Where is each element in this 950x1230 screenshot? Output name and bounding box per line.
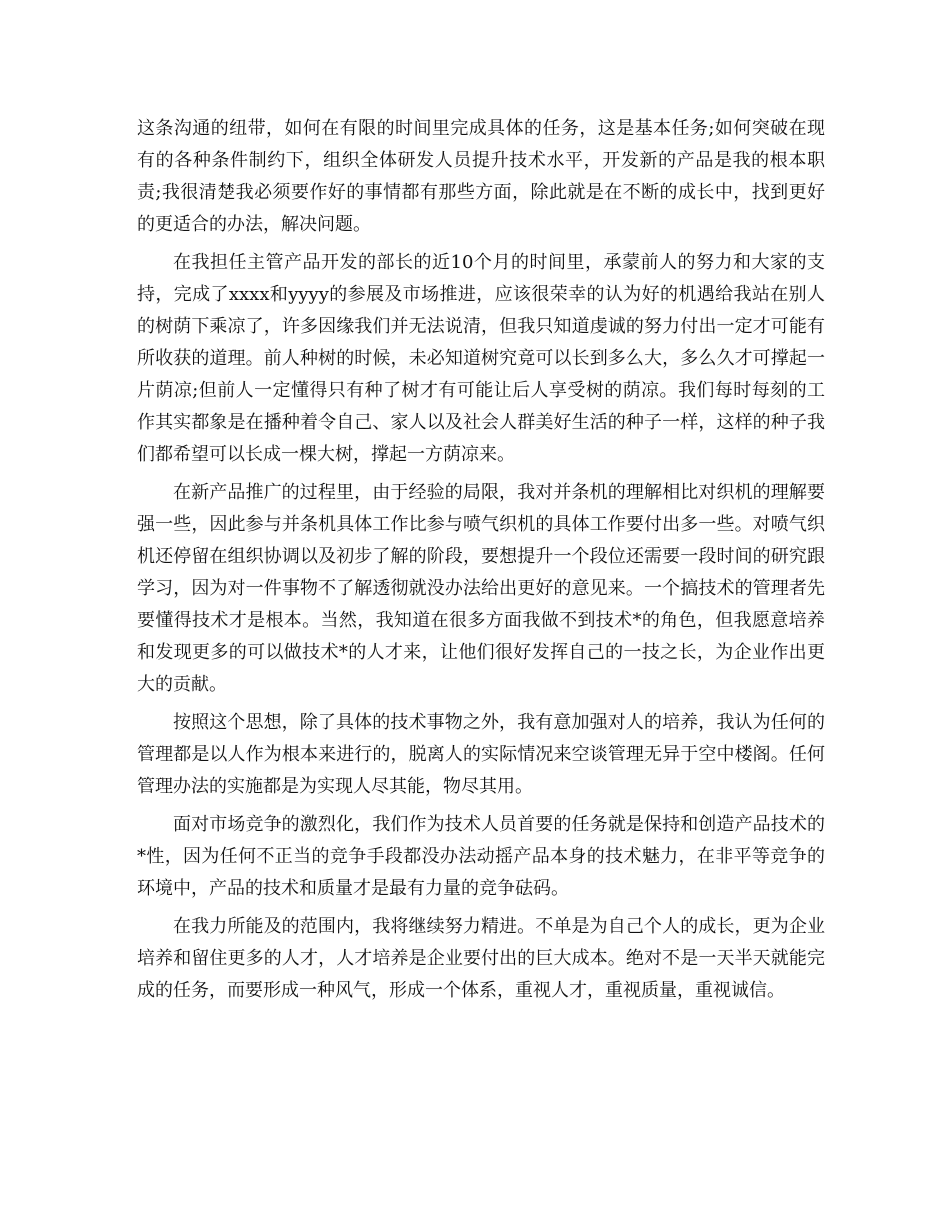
paragraph-product-development: 在我担任主管产品开发的部长的近10个月的时间里，承蒙前人的努力和大家的支持，完成了xxxx和yyyy的参展及市场推进，应该很荣幸的认为好的机遇给我站在别人的树荫下乘凉了，许多因缘我们并无法说清，但我只知道虔诚的努力付出一定才可能有所收获的道理。前人种树的时候，未必知道树究竟可以长到多么大，多么久才可撑起一片荫凉;但前人一定懂得只有种了树才有可能让后人享受树的荫凉。我们每时每刻的工作其实都象是在播种着令自己、家人以及社会人群美好生活的种子一样，这样的种子我们都希望可以长成一棵大树，撑起一方荫凉来。 — [137, 252, 825, 465]
paragraph-continued: 这条沟通的纽带，如何在有限的时间里完成具体的任务，这是基本任务;如何突破在现有的各种条件制约下，组织全体研发人员提升技术水平，开发新的产品是我的根本职责;我很清楚我必须要作好的事情都有那些方面，除此就是在不断的成长中，找到更好的更适合的办法，解决问题。 — [137, 118, 825, 235]
paragraph-future-efforts: 在我力所能及的范围内，我将继续努力精进。不单是为自己个人的成长，更为企业培养和留住更多的人才，人才培养是企业要付出的巨大成本。绝对不是一天半天就能完成的任务，而要形成一种风气，形成一个体系，重视人才，重视质量，重视诚信。 — [137, 916, 825, 1001]
paragraph-people-training: 按照这个思想，除了具体的技术事物之外，我有意加强对人的培养，我认为任何的管理都是以人作为根本来进行的，脱离人的实际情况来空谈管理无异于空中楼阁。任何管理办法的实施都是为实现人尽其能，物尽其用。 — [137, 712, 825, 797]
paragraph-market-competition: 面对市场竞争的激烈化，我们作为技术人员首要的任务就是保持和创造产品技术的*性，因为任何不正当的竞争手段都没办法动摇产品本身的技术魅力，在非平等竞争的环境中，产品的技术和质量才是最有力量的竞争砝码。 — [137, 814, 825, 899]
paragraph-product-promotion: 在新产品推广的过程里，由于经验的局限，我对并条机的理解相比对织机的理解要强一些，因此参与并条机具体工作比参与喷气织机的具体工作要付出多一些。对喷气织机还停留在组织协调以及初步了解的阶段，要想提升一个段位还需要一段时间的研究跟学习，因为对一件事物不了解透彻就没办法给出更好的意见来。一个搞技术的管理者先要懂得技术才是根本。当然，我知道在很多方面我做不到技术*的角色，但我愿意培养和发现更多的可以做技术*的人才来，让他们很好发挥自己的一技之长，为企业作出更大的贡献。 — [137, 482, 825, 695]
document-body — [137, 113, 825, 1013]
